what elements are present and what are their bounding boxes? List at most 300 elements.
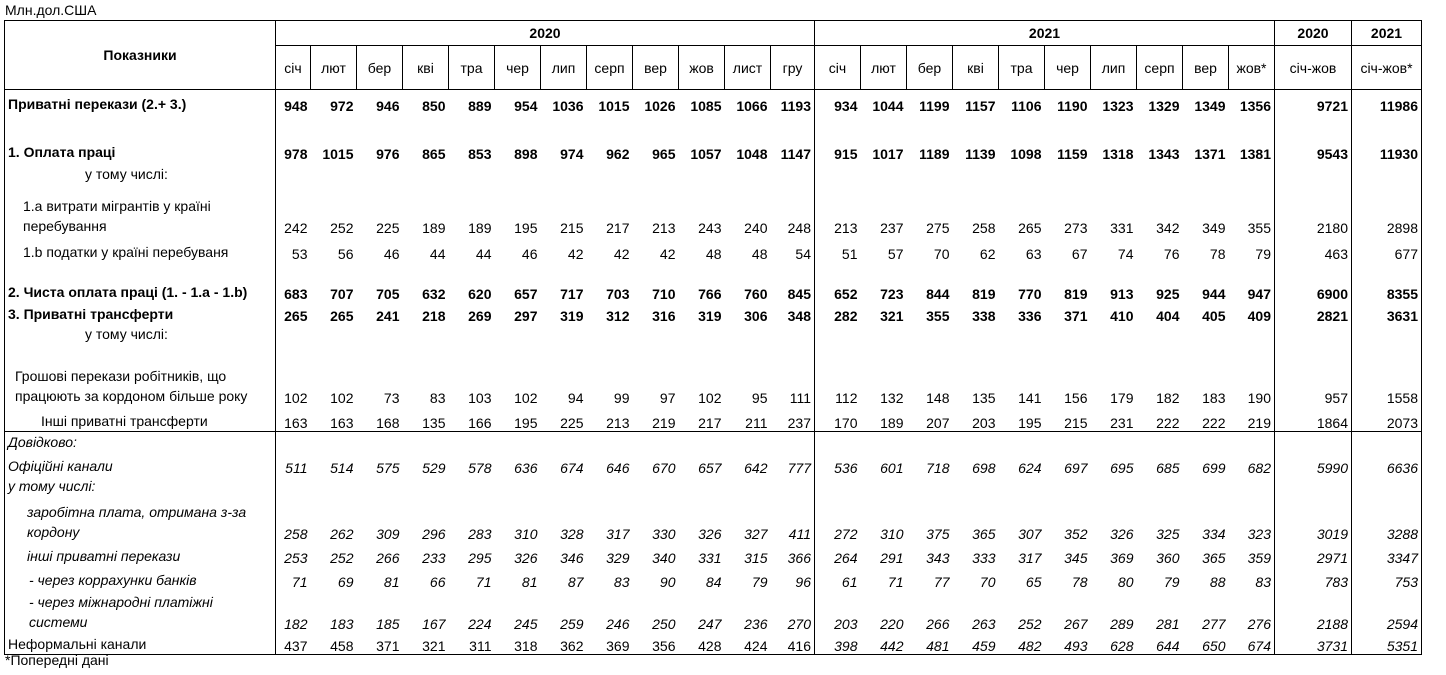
- cell-2021: [861, 324, 907, 344]
- month-2020: бер: [357, 46, 403, 90]
- cell-2021: 375: [926, 526, 950, 542]
- cell-2020: 252: [330, 219, 354, 236]
- cell-2020: [357, 432, 403, 453]
- cell-2020: 424: [725, 632, 771, 654]
- cell-2021: 78: [1071, 574, 1088, 590]
- cell-total-2021: 677: [1352, 236, 1422, 262]
- cell-2020: [541, 162, 587, 184]
- cell-2020: 163: [276, 406, 311, 432]
- cell-2020: 974: [560, 145, 584, 162]
- cell-2021: 652: [815, 262, 861, 302]
- cell-2021: [907, 162, 953, 184]
- cell-2020: 428: [679, 632, 725, 654]
- cell-2021: [999, 432, 1045, 453]
- cell-2021: 410: [1110, 307, 1134, 324]
- cell-2021: 1190: [1057, 97, 1088, 114]
- cell-2020: [357, 324, 403, 344]
- table-row: [5, 496, 1422, 542]
- cell-2021: 83: [1255, 574, 1271, 590]
- cell-2021: 135: [972, 389, 996, 406]
- month-2020: гру: [771, 46, 815, 90]
- cell-2020: 318: [495, 632, 541, 654]
- cell-2021: 222: [1137, 406, 1183, 432]
- cell-2021: 819: [1064, 285, 1088, 302]
- cell-2021: 183: [1202, 389, 1226, 406]
- cell-2020: 946: [376, 97, 400, 114]
- cell-2021: 112: [815, 344, 861, 406]
- cell-2021: 944: [1202, 285, 1226, 302]
- row-label: заробітна плата, отримана з-за кордону: [5, 496, 276, 542]
- cell-2020: [587, 114, 633, 140]
- cell-2020: 81: [521, 574, 538, 590]
- month-2021: вер: [1183, 46, 1229, 90]
- cell-total-2021: 753: [1352, 566, 1422, 590]
- cell-2020: 241: [376, 307, 400, 324]
- cell-2021: 355: [926, 307, 950, 324]
- cell-2020: 247: [698, 616, 722, 632]
- cell-2021: 359: [1247, 550, 1271, 566]
- cell-2020: [587, 432, 633, 453]
- cell-2020: 646: [606, 460, 630, 476]
- cell-2021: 77: [933, 574, 950, 590]
- cell-2020: [633, 432, 679, 453]
- cell-2020: [541, 114, 587, 140]
- cell-2020: 962: [606, 145, 630, 162]
- cell-total-2020: 2180: [1275, 184, 1352, 236]
- row-label: 2. Чиста оплата праці (1. - 1.a - 1.b): [5, 262, 276, 302]
- cell-2021: 481: [907, 632, 953, 654]
- cell-2021: 934: [815, 90, 861, 114]
- cell-2020: 218: [422, 307, 446, 324]
- table-row: [5, 432, 1422, 453]
- cell-2021: 342: [1156, 219, 1180, 236]
- cell-2020: 84: [705, 574, 722, 590]
- cell-2020: 87: [567, 574, 584, 590]
- cell-2021: 644: [1137, 632, 1183, 654]
- cell-2021: [815, 432, 861, 453]
- cell-2021: 275: [926, 219, 950, 236]
- table-row: [5, 302, 1422, 324]
- cell-2021: [1183, 432, 1229, 453]
- cell-2020: 328: [560, 526, 584, 542]
- cell-2021: 78: [1209, 245, 1226, 262]
- cell-2020: [679, 432, 725, 453]
- cell-2021: 289: [1110, 616, 1134, 632]
- cell-2020: [679, 324, 725, 344]
- cell-2021: [907, 324, 953, 344]
- row-label: - через міжнародні платіжні системи: [5, 590, 276, 632]
- cell-2020: 295: [468, 550, 492, 566]
- cell-2021: 482: [999, 632, 1045, 654]
- cell-2020: 102: [330, 389, 354, 406]
- cell-2020: [633, 114, 679, 140]
- cell-2020: 81: [383, 574, 400, 590]
- cell-2020: [276, 476, 311, 496]
- cell-2021: 1189: [919, 145, 950, 162]
- cell-2020: 362: [541, 632, 587, 654]
- table-row: [5, 590, 1422, 632]
- cell-2021: [907, 114, 953, 140]
- cell-2020: 316: [652, 307, 676, 324]
- cell-2020: 707: [330, 285, 354, 302]
- cell-total-2020: [1275, 114, 1352, 140]
- cell-2021: 326: [1110, 526, 1134, 542]
- cell-2020: 66: [429, 574, 446, 590]
- cell-2020: [449, 476, 495, 496]
- table-row: [5, 344, 1422, 406]
- cell-2021: [907, 476, 953, 496]
- cell-2021: 80: [1117, 574, 1134, 590]
- cell-2021: [1137, 476, 1183, 496]
- cell-2020: 416: [771, 632, 815, 654]
- month-2020: лип: [541, 46, 587, 90]
- cell-2020: 195: [514, 219, 538, 236]
- cell-2021: 1349: [1194, 97, 1226, 114]
- cell-total-2021: [1352, 162, 1422, 184]
- cell-2020: 224: [468, 616, 492, 632]
- cell-total-2020: [1275, 162, 1352, 184]
- cell-2021: 1318: [1102, 145, 1134, 162]
- cell-2020: 215: [560, 219, 584, 236]
- cell-total-2020: 463: [1275, 236, 1352, 262]
- cell-2021: [999, 476, 1045, 496]
- cell-2020: 42: [567, 245, 584, 262]
- cell-2021: 51: [815, 236, 861, 262]
- cell-total-2020: 2971: [1275, 542, 1352, 566]
- cell-2020: [771, 114, 815, 140]
- cell-2020: 219: [633, 406, 679, 432]
- cell-total-2020: 6900: [1275, 262, 1352, 302]
- header-year-2021: 2021: [815, 21, 1275, 46]
- cell-2021: 282: [815, 302, 861, 324]
- cell-2020: 327: [744, 526, 768, 542]
- cell-2021: 182: [1156, 389, 1180, 406]
- cell-2020: 965: [652, 145, 676, 162]
- cell-2020: 529: [422, 460, 446, 476]
- cell-2021: 61: [815, 566, 861, 590]
- month-2020: жов: [679, 46, 725, 90]
- cell-2020: 246: [606, 616, 630, 632]
- cell-2020: 90: [659, 574, 676, 590]
- header-indicator: Показники: [5, 21, 276, 90]
- cell-2021: 76: [1163, 245, 1180, 262]
- header-year-2020: 2020: [276, 21, 815, 46]
- cell-2020: 259: [560, 616, 584, 632]
- cell-2020: 976: [376, 145, 400, 162]
- cell-2021: [1229, 162, 1275, 184]
- cell-2021: 273: [1064, 219, 1088, 236]
- cell-2020: 311: [449, 632, 495, 654]
- cell-2020: 717: [560, 285, 584, 302]
- cell-2021: 67: [1071, 245, 1088, 262]
- cell-2020: [725, 114, 771, 140]
- cell-2021: 71: [887, 574, 904, 590]
- cell-2021: 323: [1247, 526, 1271, 542]
- cell-2020: 95: [751, 389, 768, 406]
- cell-2021: 365: [972, 526, 996, 542]
- cell-2020: 329: [606, 550, 630, 566]
- cell-2021: 265: [1018, 219, 1042, 236]
- cell-2021: [953, 324, 999, 344]
- cell-2020: 97: [659, 389, 676, 406]
- month-2021: січ: [815, 46, 861, 90]
- cell-2021: 220: [880, 616, 904, 632]
- cell-total-2021: 2594: [1352, 590, 1422, 632]
- cell-2020: [633, 476, 679, 496]
- cell-2020: 73: [383, 389, 400, 406]
- cell-2020: 265: [330, 307, 354, 324]
- cell-2021: 1329: [1148, 97, 1180, 114]
- row-label: Неформальні канали: [5, 632, 276, 654]
- cell-2020: 1015: [322, 145, 354, 162]
- cell-2021: 79: [1163, 574, 1180, 590]
- cell-2021: 213: [815, 184, 861, 236]
- cell-2020: 1085: [690, 97, 722, 114]
- cell-2020: [276, 432, 311, 453]
- cell-2020: [771, 432, 815, 453]
- cell-2021: [1229, 114, 1275, 140]
- cell-2021: [1091, 162, 1137, 184]
- cell-2021: 685: [1156, 460, 1180, 476]
- cell-2021: [861, 476, 907, 496]
- cell-2020: 972: [330, 97, 354, 114]
- cell-2020: 760: [744, 285, 768, 302]
- cell-2021: 231: [1091, 406, 1137, 432]
- cell-2021: 203: [953, 406, 999, 432]
- cell-total-2020: 3731: [1275, 632, 1352, 654]
- cell-2021: 281: [1156, 616, 1180, 632]
- cell-2020: 703: [606, 285, 630, 302]
- row-label: Інші приватні трансферти: [5, 406, 276, 432]
- cell-2021: 697: [1064, 460, 1088, 476]
- cell-2020: [403, 324, 449, 344]
- cell-2020: 309: [376, 526, 400, 542]
- cell-2020: 710: [652, 285, 676, 302]
- cell-2020: [633, 162, 679, 184]
- cell-2021: 291: [880, 550, 904, 566]
- month-2020: тра: [449, 46, 495, 90]
- cell-2020: [449, 114, 495, 140]
- cell-2020: [311, 162, 357, 184]
- cell-2021: 277: [1202, 616, 1226, 632]
- cell-2020: 265: [276, 302, 311, 324]
- cell-2021: 1139: [965, 145, 996, 162]
- cell-2021: 345: [1064, 550, 1088, 566]
- cell-2021: 459: [953, 632, 999, 654]
- cell-2020: [771, 162, 815, 184]
- table-row: [5, 262, 1422, 302]
- cell-2020: 217: [679, 406, 725, 432]
- row-label: Довідково:: [5, 432, 276, 453]
- cell-2020: [357, 476, 403, 496]
- table-row: [5, 632, 1422, 654]
- cell-2020: 248: [787, 219, 811, 236]
- cell-2021: 310: [880, 526, 904, 542]
- cell-2020: 102: [514, 389, 538, 406]
- cell-2021: 674: [1229, 632, 1275, 654]
- cell-2020: 135: [403, 406, 449, 432]
- cell-2020: 296: [422, 526, 446, 542]
- cell-2021: [1045, 324, 1091, 344]
- cell-2021: 63: [1025, 245, 1042, 262]
- row-label: Приватні перекази (2.+ 3.): [5, 90, 276, 114]
- cell-2021: 723: [880, 285, 904, 302]
- cell-total-2020: 5990: [1275, 452, 1352, 476]
- cell-2020: 168: [357, 406, 403, 432]
- cell-2020: 437: [276, 632, 311, 654]
- cell-2020: 657: [514, 285, 538, 302]
- cell-total-2021: 8355: [1352, 262, 1422, 302]
- cell-2020: [276, 324, 311, 344]
- cell-2020: 575: [376, 460, 400, 476]
- cell-2020: [679, 114, 725, 140]
- cell-2020: 865: [422, 145, 446, 162]
- cell-total-2020: 1864: [1275, 406, 1352, 432]
- cell-2021: 325: [1156, 526, 1180, 542]
- cell-2020: 233: [422, 550, 446, 566]
- cell-2020: 189: [468, 219, 492, 236]
- cell-2020: 340: [652, 550, 676, 566]
- cell-2020: 1036: [552, 97, 584, 114]
- cell-2021: 62: [979, 245, 996, 262]
- cell-2021: 207: [907, 406, 953, 432]
- cell-2021: 190: [1247, 389, 1271, 406]
- cell-2021: [1183, 476, 1229, 496]
- cell-2021: 343: [926, 550, 950, 566]
- cell-2020: 371: [357, 632, 403, 654]
- cell-2021: [1091, 114, 1137, 140]
- cell-2020: 1048: [736, 145, 768, 162]
- cell-2020: 657: [698, 460, 722, 476]
- cell-2020: 369: [587, 632, 633, 654]
- cell-2020: 306: [744, 307, 768, 324]
- cell-total-2020: 9543: [1275, 140, 1352, 162]
- row-label: 3. Приватні трансферти: [5, 302, 276, 324]
- cell-total-2021: 2898: [1352, 184, 1422, 236]
- cell-2020: 42: [613, 245, 630, 262]
- cell-2020: 163: [311, 406, 357, 432]
- cell-2020: 670: [652, 460, 676, 476]
- cell-2020: 266: [376, 550, 400, 566]
- cell-2020: 83: [429, 389, 446, 406]
- cell-2020: [449, 162, 495, 184]
- total-label-2020: січ-жов: [1275, 46, 1352, 90]
- cell-2021: 1343: [1148, 145, 1180, 162]
- cell-2020: [679, 476, 725, 496]
- cell-2020: 237: [771, 406, 815, 432]
- table-row: [5, 236, 1422, 262]
- cell-2020: 46: [383, 245, 400, 262]
- table-row: [5, 90, 1422, 114]
- table-row: [5, 452, 1422, 476]
- month-2020: лист: [725, 46, 771, 90]
- cell-2021: 1159: [1057, 145, 1088, 162]
- cell-2020: 1066: [736, 97, 768, 114]
- cell-2021: [1229, 432, 1275, 453]
- cell-2020: 42: [659, 245, 676, 262]
- row-label: [5, 114, 276, 140]
- cell-2020: 46: [521, 245, 538, 262]
- cell-2021: 156: [1064, 389, 1088, 406]
- cell-2020: 225: [376, 219, 400, 236]
- cell-2020: 954: [514, 97, 538, 114]
- row-label: 1.b податки у країні перебуваня: [5, 236, 276, 262]
- cell-2020: [403, 432, 449, 453]
- cell-2021: [1091, 324, 1137, 344]
- cell-2021: [953, 432, 999, 453]
- cell-2020: 317: [606, 526, 630, 542]
- month-2021: кві: [953, 46, 999, 90]
- month-2021: лип: [1091, 46, 1137, 90]
- cell-2021: 263: [972, 616, 996, 632]
- cell-2020: 213: [587, 406, 633, 432]
- cell-2020: [725, 324, 771, 344]
- cell-2021: 365: [1202, 550, 1226, 566]
- table-row: [5, 542, 1422, 566]
- cell-2020: [357, 162, 403, 184]
- table-row: [5, 324, 1422, 344]
- cell-2020: 1026: [644, 97, 676, 114]
- cell-2020: 96: [795, 574, 811, 590]
- cell-2020: 411: [788, 526, 811, 542]
- cell-2021: 148: [926, 389, 950, 406]
- cell-2020: 297: [514, 307, 538, 324]
- cell-2021: 334: [1202, 526, 1226, 542]
- cell-total-2021: [1352, 114, 1422, 140]
- cell-2021: 219: [1229, 406, 1275, 432]
- cell-2020: 348: [787, 307, 811, 324]
- cell-2021: 141: [1018, 389, 1042, 406]
- cell-2020: [495, 432, 541, 453]
- header-total-2021: 2021: [1352, 21, 1422, 46]
- month-2021: чер: [1045, 46, 1091, 90]
- cell-2020: 183: [330, 616, 354, 632]
- cell-2021: 844: [926, 285, 950, 302]
- cell-2021: 336: [1018, 307, 1042, 324]
- month-2020: кві: [403, 46, 449, 90]
- cell-2020: [541, 324, 587, 344]
- cell-2020: 1147: [780, 145, 811, 162]
- cell-2020: [587, 162, 633, 184]
- month-2021: жов*: [1229, 46, 1275, 90]
- cell-2020: 321: [403, 632, 449, 654]
- cell-2021: 404: [1156, 307, 1180, 324]
- cell-2021: 1371: [1194, 145, 1226, 162]
- cell-2020: [771, 324, 815, 344]
- cell-2021: 237: [880, 219, 904, 236]
- cell-2020: [725, 162, 771, 184]
- cell-2021: 1106: [1011, 97, 1042, 114]
- cell-2021: 272: [815, 496, 861, 542]
- cell-2020: [311, 114, 357, 140]
- cell-2021: 947: [1247, 285, 1271, 302]
- cell-2020: 262: [330, 526, 354, 542]
- cell-2020: [541, 476, 587, 496]
- row-label: у тому числі:: [5, 476, 276, 496]
- cell-2021: [1091, 476, 1137, 496]
- cell-2021: 70: [979, 574, 996, 590]
- row-label: у тому числі:: [5, 324, 276, 344]
- cell-total-2020: 3019: [1275, 496, 1352, 542]
- cell-2020: 315: [744, 550, 768, 566]
- cell-2020: [587, 324, 633, 344]
- cell-2021: 405: [1202, 307, 1226, 324]
- row-label: Офіційні канали: [5, 452, 276, 476]
- cell-2021: 1044: [872, 97, 904, 114]
- cell-total-2021: 6636: [1352, 452, 1422, 476]
- table-row: [5, 476, 1422, 496]
- table-row: [5, 406, 1422, 432]
